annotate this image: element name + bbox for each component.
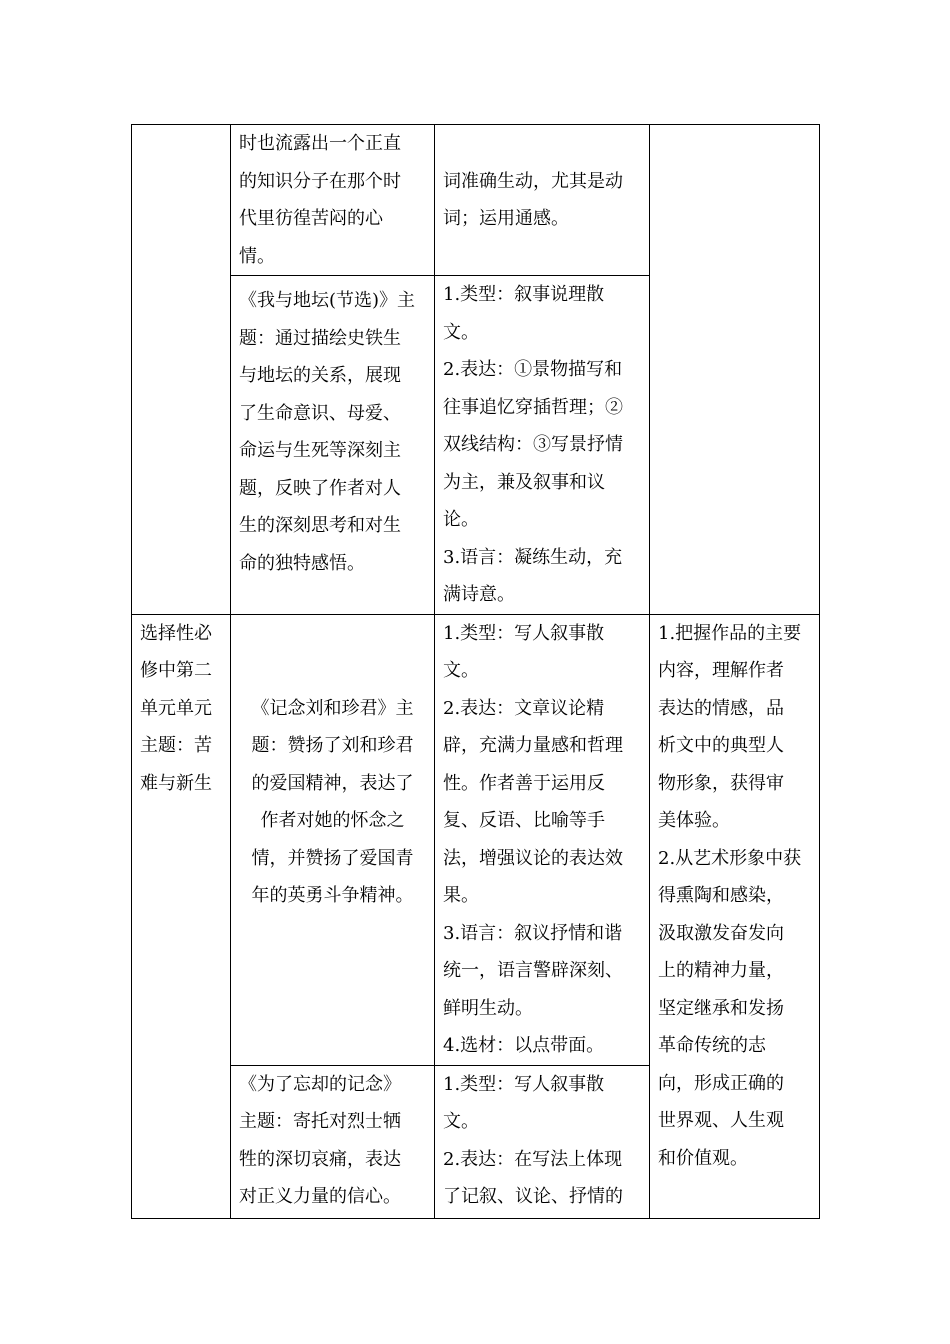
curriculum-table (131, 124, 820, 1219)
table-row (132, 125, 820, 276)
feature-cell: 1.类型：写人叙事散 文。 2.表达：在写法上体现 了记叙、议论、抒情的 (435, 1065, 650, 1218)
theme-cell: 《为了忘却的记念》 主题：寄托对烈士牺 牲的深切哀痛，表达 对正义力量的信心。 (231, 1065, 435, 1218)
theme-cell: 《记念刘和珍君》主 题：赞扬了刘和珍君 的爱国精神，表达了 作者对她的怀念之 情，并赞扬了爱国青 年的英勇斗争精神。 (231, 614, 435, 1065)
feature-cell: 1.类型：叙事说理散 文。 2.表达：①景物描写和 往事追忆穿插哲理；② 双线结构：③写景抒情 为主，兼及叙事和议 论。 3.语言：凝练生动，充 满诗意。 (435, 276, 650, 615)
unit-cell-continued (132, 125, 231, 615)
feature-cell: 词准确生动，尤其是动 词；运用通感。 (435, 125, 650, 276)
feature-cell: 1.类型：写人叙事散 文。 2.表达：文章议论精 辟，充满力量感和哲理 性。作者善于运用反 复、反语、比喻等手 法，增强议论的表达效 果。 3.语言：叙议抒情和谐 统一，语言警辟深刻、 鲜明生动。 4.选材：以点带面。 (435, 614, 650, 1065)
table-row (132, 614, 820, 1065)
goal-cell: 1.把握作品的主要 内容，理解作者 表达的情感，品 析文中的典型人 物形象，获得审 美体验。 2.从艺术形象中获 得熏陶和感染， 汲取激发奋发向 上的精神力量， 坚定继承和发扬 革命传统的志 向，形成正确的 世界观、人生观 和价值观。 (650, 614, 820, 1218)
goal-cell-continued (650, 125, 820, 615)
theme-cell: 《我与地坛(节选)》主 题：通过描绘史铁生 与地坛的关系，展现 了生命意识、母爱、 命运与生死等深刻主 题，反映了作者对人 生的深刻思考和对生 命的独特感悟。 (231, 276, 435, 615)
theme-cell: 时也流露出一个正直 的知识分子在那个时 代里彷徨苦闷的心 情。 (231, 125, 435, 276)
unit-cell: 选择性必 修中第二 单元单元 主题：苦 难与新生 (132, 614, 231, 1218)
